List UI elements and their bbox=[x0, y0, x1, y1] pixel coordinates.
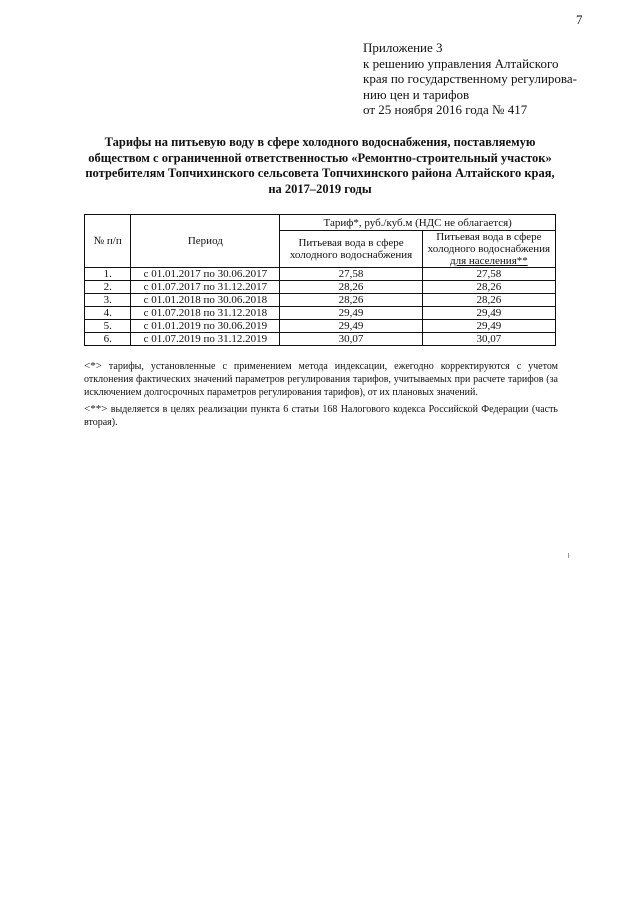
document-title bbox=[70, 135, 570, 197]
scan-mark bbox=[568, 553, 569, 558]
row-tariff-b: 27,58 bbox=[422, 268, 555, 281]
table-row bbox=[85, 333, 556, 346]
header-col-a bbox=[280, 231, 422, 268]
row-tariff-a: 29,49 bbox=[280, 320, 422, 333]
footnote-text: тарифы, установленные с применением метода индексации, ежегодно корректируются с учетом отклонения фактических значений параметров регулирования тарифов, учитываемых при расчете тарифов (за исключением долгосрочных параметров регулирования тарифов), от их плановых значений. bbox=[84, 361, 558, 398]
row-num: 3. bbox=[85, 294, 131, 307]
title-line: обществом с ограниченной ответственностью «Ремонтно-строительный участок» bbox=[88, 150, 552, 165]
row-num: 4. bbox=[85, 307, 131, 320]
table-row bbox=[85, 281, 556, 294]
footnote bbox=[84, 403, 558, 429]
title-line: потребителям Топчихинского сельсовета Топчихинского района Алтайского края, bbox=[85, 166, 555, 180]
page-number: 7 bbox=[576, 12, 583, 27]
row-tariff-b: 28,26 bbox=[422, 281, 555, 294]
header-col-a-line: холодного водоснабжения bbox=[289, 249, 413, 261]
appendix-line: нию цен и тарифов bbox=[363, 86, 470, 102]
row-period: с 01.01.2019 по 30.06.2019 bbox=[131, 320, 280, 333]
row-num: 6. bbox=[85, 333, 131, 346]
row-num: 1. bbox=[85, 268, 131, 281]
header-tariff-group: Тариф*, руб./куб.м (НДС не облагается) bbox=[280, 215, 556, 231]
appendix-line: от 25 ноября 2016 года № 417 bbox=[363, 102, 528, 117]
footnote-text: выделяется в целях реализации пункта 6 статьи 168 Налогового кодекса Российской Федерации (часть вторая). bbox=[84, 404, 558, 428]
appendix-header bbox=[363, 40, 613, 118]
footnotes bbox=[84, 360, 558, 433]
row-tariff-a: 30,07 bbox=[280, 333, 422, 346]
row-period: с 01.07.2019 по 31.12.2019 bbox=[131, 333, 280, 346]
tariff-table bbox=[84, 214, 556, 346]
title-line: Тарифы на питьевую воду в сфере холодного водоснабжения, поставляемую bbox=[104, 135, 536, 149]
appendix-line: к решению управления Алтайского bbox=[363, 55, 559, 71]
row-tariff-b: 29,49 bbox=[422, 320, 555, 333]
appendix-line: Приложение 3 bbox=[363, 40, 443, 55]
table-row bbox=[85, 320, 556, 333]
row-tariff-b: 30,07 bbox=[422, 333, 555, 346]
title-line: на 2017–2019 годы bbox=[268, 181, 372, 196]
table-row bbox=[85, 307, 556, 320]
row-tariff-a: 27,58 bbox=[280, 268, 422, 281]
row-tariff-a: 28,26 bbox=[280, 294, 422, 307]
table-row bbox=[85, 294, 556, 307]
row-period: с 01.07.2018 по 31.12.2018 bbox=[131, 307, 280, 320]
row-period: с 01.01.2018 по 30.06.2018 bbox=[131, 294, 280, 307]
header-period: Период bbox=[131, 215, 280, 268]
header-col-b-line: холодного водоснабжения bbox=[427, 243, 551, 255]
row-tariff-b: 29,49 bbox=[422, 307, 555, 320]
row-period: с 01.01.2017 по 30.06.2017 bbox=[131, 268, 280, 281]
row-period: с 01.07.2017 по 31.12.2017 bbox=[131, 281, 280, 294]
table-row bbox=[85, 268, 556, 281]
footnote-mark: <*> bbox=[84, 360, 102, 372]
footnote bbox=[84, 360, 558, 399]
row-tariff-a: 28,26 bbox=[280, 281, 422, 294]
footnote-mark: <**> bbox=[84, 403, 108, 415]
header-num: № п/п bbox=[85, 215, 131, 268]
row-tariff-a: 29,49 bbox=[280, 307, 422, 320]
header-col-b-line: Питьевая вода в сфере bbox=[436, 231, 542, 243]
header-col-a-line: Питьевая вода в сфере bbox=[298, 237, 404, 249]
header-col-b-line: для населения** bbox=[449, 255, 528, 267]
appendix-line: края по государственному регулирова- bbox=[363, 71, 577, 86]
row-num: 5. bbox=[85, 320, 131, 333]
row-num: 2. bbox=[85, 281, 131, 294]
row-tariff-b: 28,26 bbox=[422, 294, 555, 307]
header-col-b bbox=[422, 231, 555, 268]
